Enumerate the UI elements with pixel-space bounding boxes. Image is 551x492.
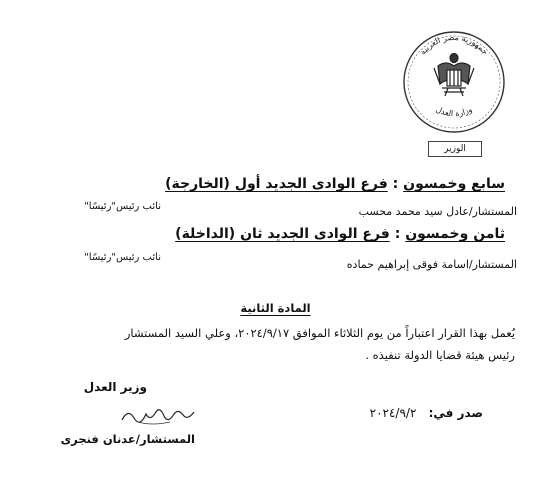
assignment-57-ordinal: سابع وخمسون	[403, 176, 505, 192]
issued-date: ٢٠٢٤/٩/٢	[369, 406, 417, 420]
article-line-1: يُعمل بهذا القرار اعتباراً من يوم الثلاثاء الموافق ٢٠٢٤/٩/١٧، وعلي السيد المستشار	[124, 326, 515, 340]
minister-signature	[118, 402, 198, 428]
assignment-58-ordinal: ثامن وخمسون	[405, 226, 505, 242]
issued-block	[370, 406, 483, 420]
assignment-58-name: المستشار/اسامة فوقى إبراهيم حماده	[346, 258, 517, 271]
svg-text:وزارة العدل	[434, 105, 473, 118]
emblem-ministry-text: وزارة العدل	[434, 104, 474, 119]
assignment-58-heading: ثامن وخمسون : فرع الوادى الجديد ثان (الداخلة)	[175, 226, 505, 242]
assignment-57-name: المستشار/عادل سيد محمد محسب	[358, 205, 517, 218]
assignment-58-branch: فرع الوادى الجديد ثان (الداخلة)	[175, 226, 390, 242]
assignment-58-title: نائب رئيس"رئيسًا"	[84, 252, 161, 263]
assignment-57-title: نائب رئيس"رئيسًا"	[84, 201, 161, 212]
assignment-57-heading: سابع وخمسون : فرع الوادى الجديد أول (الخارجة)	[165, 176, 505, 192]
emblem-arc-text: جمهورية مصر العربية	[418, 32, 490, 57]
emblem-caption: الوزير	[428, 141, 482, 157]
article-title: المادة الثانية	[240, 301, 311, 315]
minister-title: وزير العدل	[83, 380, 147, 394]
ministry-emblem	[398, 22, 510, 157]
eagle-seal-icon	[398, 22, 510, 140]
issued-label: صدر في:	[428, 406, 483, 420]
assignment-57-branch: فرع الوادى الجديد أول (الخارجة)	[165, 176, 388, 192]
minister-name: المستشار/عدنان فنجرى	[60, 432, 195, 446]
article-line-2: رئيس هيئة قضايا الدولة تنفيذه .	[365, 348, 515, 362]
